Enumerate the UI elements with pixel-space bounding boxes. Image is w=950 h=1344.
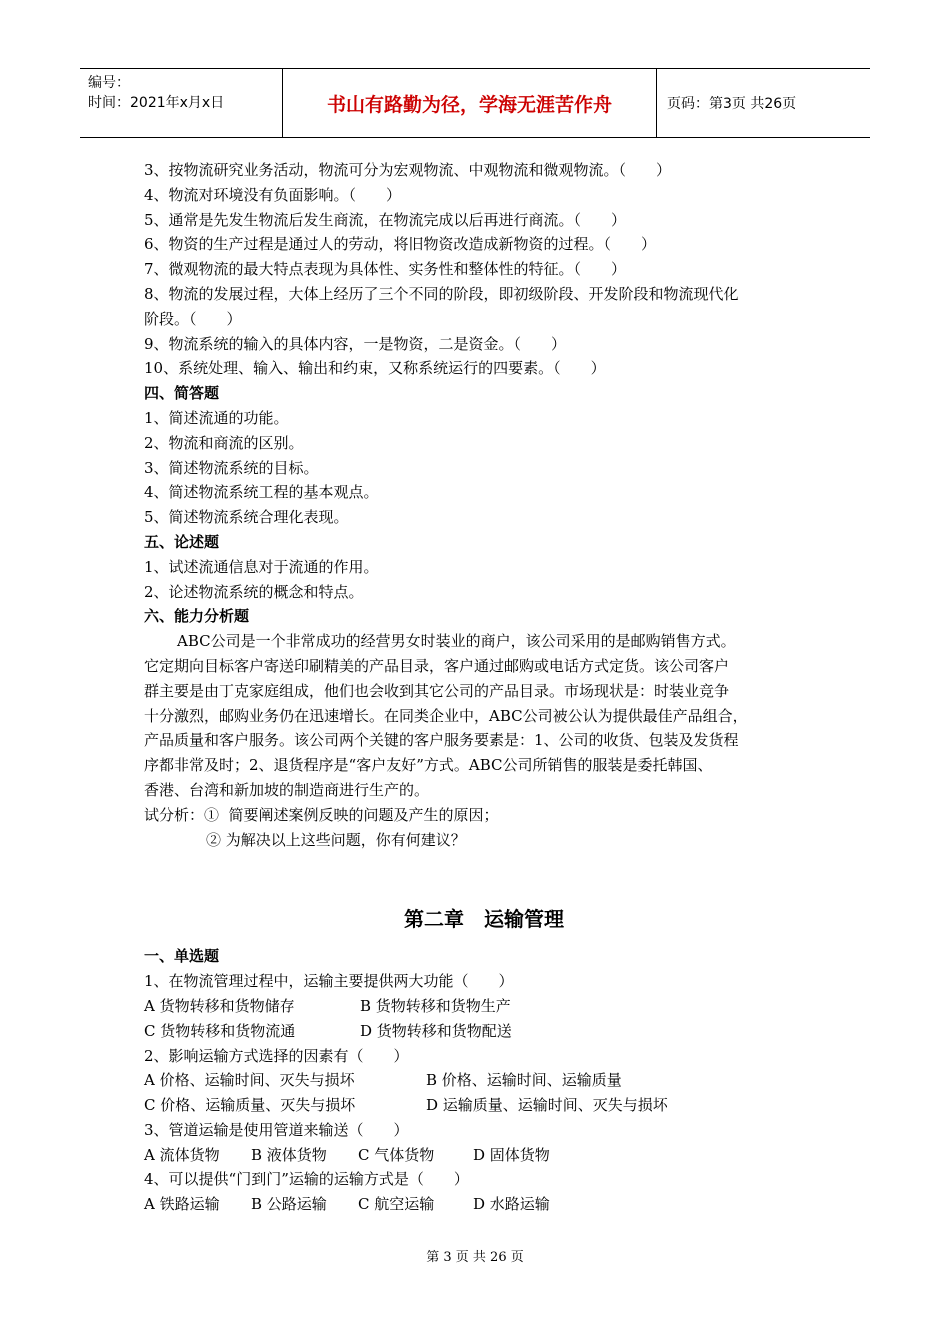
- mc-question: 1、在物流管理过程中，运输主要提供两大功能（ ）: [144, 972, 514, 991]
- chapter-title: 第二章 运输管理: [404, 907, 564, 932]
- mc-option: A 价格、运输时间、灭失与损坏: [144, 1071, 355, 1090]
- mc-question: 3、管道运输是使用管道来输送（ ）: [144, 1120, 409, 1139]
- mc-option: A 货物转移和货物储存: [144, 996, 295, 1015]
- header-meta: [80, 69, 282, 137]
- mc-options: [144, 1019, 824, 1044]
- mc-options: [144, 1093, 824, 1118]
- header-motto: 书山有路勤为径，学海无涯苦作舟: [282, 69, 657, 137]
- mc-option: B 货物转移和货物生产: [360, 996, 511, 1015]
- mc-question: 2、影响运输方式选择的因素有（ ）: [144, 1046, 409, 1065]
- section-heading: 六、能力分析题: [144, 607, 250, 626]
- page-footer: 第 3 页 共 26 页: [426, 1250, 524, 1265]
- question-item: 3、简述物流系统的目标。: [144, 458, 319, 477]
- mc-option: D 运输质量、运输时间、灭失与损坏: [426, 1096, 668, 1115]
- mc-option: B 液体货物: [251, 1145, 327, 1164]
- number-label: 编号：: [88, 75, 130, 91]
- mc-options: [144, 1068, 824, 1093]
- case-paragraph-line: ABC公司是一个非常成功的经营男女时装业的商户，该公司采用的是邮购销售方式。: [177, 632, 736, 651]
- tf-item: 4、物流对环境没有负面影响。（ ）: [144, 185, 402, 204]
- document-body: [144, 158, 824, 1217]
- case-paragraph-line: 香港、台湾和新加坡的制造商进行生产的。: [144, 780, 430, 799]
- tf-item: 9、物流系统的输入的具体内容，一是物资，二是资金。（ ）: [144, 334, 567, 353]
- mc-options: [144, 994, 824, 1019]
- mc-option: C 气体货物: [358, 1145, 435, 1164]
- mc-option: B 公路运输: [251, 1195, 327, 1214]
- question-item: 1、简述流通的功能。: [144, 408, 289, 427]
- tf-item: 7、微观物流的最大特点表现为具体性、实务性和整体性的特征。（ ）: [144, 260, 627, 279]
- tf-item: 3、按物流研究业务活动，物流可分为宏观物流、中观物流和微观物流。（ ）: [144, 161, 672, 179]
- case-paragraph-line: 它定期向目标客户寄送印刷精美的产品目录，客户通过邮购或电话方式定货。该公司客户: [144, 656, 730, 675]
- section-heading: 五、论述题: [144, 532, 220, 551]
- mc-option: C 航空运输: [358, 1195, 435, 1214]
- tf-item: 阶段。（ ）: [144, 309, 242, 328]
- mc-option: D 固体货物: [473, 1145, 550, 1164]
- mc-question: 4、可以提供“门到门”运输的运输方式是（ ）: [144, 1170, 469, 1189]
- mc-options: [144, 1143, 824, 1168]
- page-header: [80, 68, 870, 138]
- case-paragraph-line: 产品质量和客户服务。该公司两个关键的客户服务要素是：1、公司的收货、包装及发货程: [144, 731, 739, 750]
- date-label: 时间：2021年x月x日: [88, 95, 225, 111]
- case-paragraph-line: 十分激烈，邮购业务仍在迅速增长。在同类企业中，ABC公司被公认为提供最佳产品组合，: [144, 706, 748, 725]
- question-item: 2、论述物流系统的概念和特点。: [144, 582, 364, 601]
- tf-item: 10、系统处理、输入、输出和约束，又称系统运行的四要素。（ ）: [144, 359, 606, 378]
- tf-item: 8、物流的发展过程，大体上经历了三个不同的阶段，即初级阶段、开发阶段和物流现代化: [144, 284, 739, 303]
- tf-item: 5、通常是先发生物流后发生商流，在物流完成以后再进行商流。（ ）: [144, 210, 627, 229]
- question-item: 5、简述物流系统合理化表现。: [144, 508, 349, 527]
- case-paragraph-line: 群主要是由丁克家庭组成，他们也会收到其它公司的产品目录。市场现状是：时装业竞争: [144, 681, 730, 700]
- analysis-question: 试分析：① 简要阐述案例反映的问题及产生的原因；: [144, 805, 499, 824]
- case-paragraph-line: 序都非常及时；2、退货程序是“客户友好”方式。ABC公司所销售的服装是委托韩国、: [144, 756, 713, 775]
- mc-option: A 流体货物: [144, 1145, 220, 1164]
- mc-option: A 铁路运输: [144, 1195, 220, 1214]
- mc-option: C 价格、运输质量、灭失与损坏: [144, 1096, 356, 1115]
- section-heading: 一、单选题: [144, 947, 220, 966]
- mc-option: C 货物转移和货物流通: [144, 1021, 296, 1040]
- mc-option: B 价格、运输时间、运输质量: [426, 1071, 622, 1090]
- header-page-info: 页码：第3页 共26页: [667, 96, 797, 112]
- question-item: 2、物流和商流的区别。: [144, 433, 304, 452]
- tf-item: 6、物资的生产过程是通过人的劳动，将旧物资改造成新物资的过程。（ ）: [144, 235, 657, 254]
- mc-option: D 水路运输: [473, 1195, 550, 1214]
- mc-options: [144, 1192, 824, 1217]
- section-heading: 四、简答题: [144, 384, 220, 403]
- question-item: 4、简述物流系统工程的基本观点。: [144, 483, 379, 502]
- question-item: 1、试述流通信息对于流通的作用。: [144, 557, 379, 576]
- mc-option: D 货物转移和货物配送: [360, 1021, 512, 1040]
- analysis-question: ② 为解决以上这些问题，你有何建议？: [206, 830, 466, 849]
